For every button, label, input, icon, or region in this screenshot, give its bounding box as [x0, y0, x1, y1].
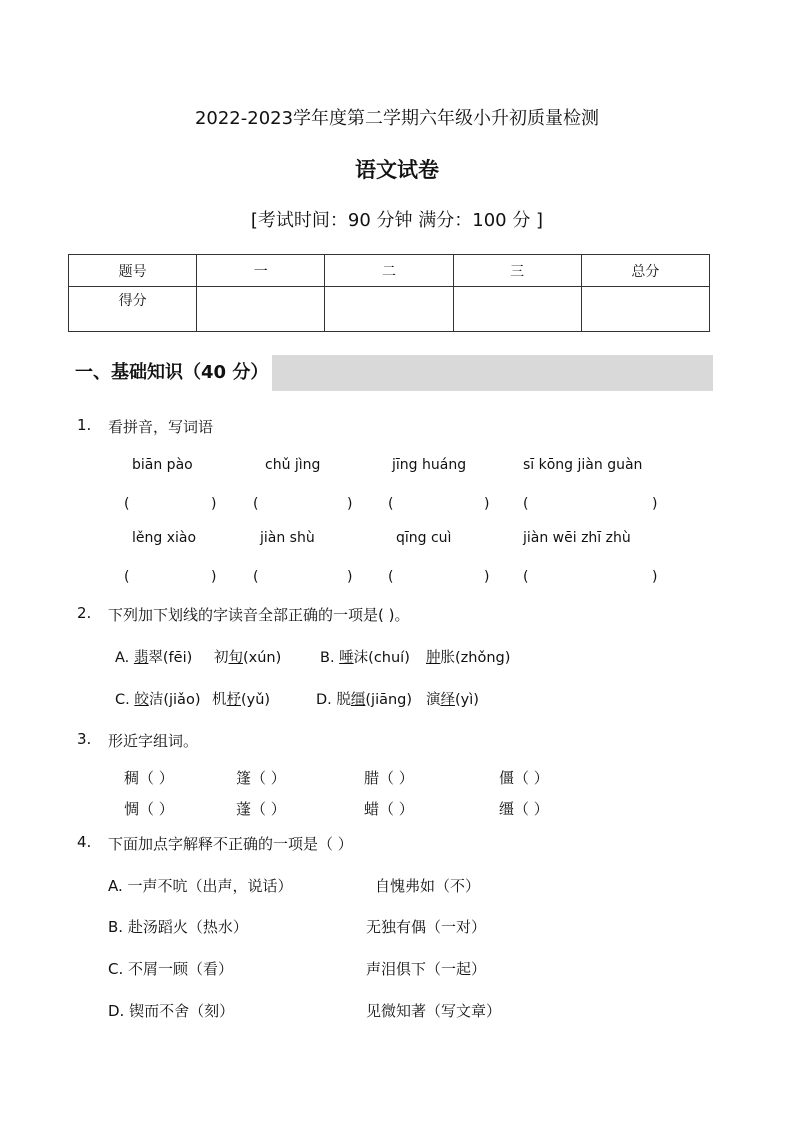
- choice-d-word2: 演绎(yì): [426, 692, 479, 708]
- pinyin: jīng huáng: [392, 457, 467, 473]
- answer-paren-close: ): [211, 569, 217, 585]
- choice-label: D.: [316, 692, 332, 708]
- score-cell[interactable]: [197, 287, 325, 332]
- section-heading: [75, 355, 272, 391]
- question-text: 形近字组词。: [108, 732, 199, 750]
- word-blank[interactable]: 篷（ ）: [236, 769, 286, 787]
- underlined-char: 旬: [228, 650, 243, 666]
- choice-b-word2: 肿胀(zhǒng): [426, 650, 511, 666]
- question-number: 1.: [77, 416, 92, 434]
- answer-paren-close: ): [652, 496, 658, 512]
- choice-d[interactable]: D. 脱缰(jiāng): [316, 692, 413, 708]
- score-table: [68, 254, 710, 332]
- answer-paren-close: ): [347, 496, 353, 512]
- underlined-char: 皎: [134, 692, 149, 708]
- score-table-score-row: [69, 287, 710, 332]
- choice-a-word2: 初旬(xún): [214, 650, 282, 666]
- choice-c[interactable]: C. 不屑一顾（看）: [108, 960, 234, 978]
- choice-a-right: 自愧弗如（不）: [375, 877, 481, 895]
- answer-paren-open: (: [253, 496, 259, 512]
- word-blank[interactable]: 蓬（ ）: [236, 800, 286, 818]
- score-table-header: 题号: [69, 255, 197, 287]
- word-blank[interactable]: 僵（ ）: [499, 769, 549, 787]
- question-text: 下面加点字解释不正确的一项是（ ）: [108, 835, 353, 853]
- choice-c-right: 声泪俱下（一起）: [366, 960, 487, 978]
- score-table-header: 一: [197, 255, 325, 287]
- word-blank[interactable]: 蜡（ ）: [364, 800, 414, 818]
- underlined-char: 翡: [133, 650, 149, 666]
- score-table-header: 二: [325, 255, 453, 287]
- page-title: 2022-2023学年度第二学期六年级小升初质量检测: [194, 108, 600, 129]
- choice-a[interactable]: A. 翡翠(fēi): [115, 650, 193, 666]
- question-text: 看拼音，写词语: [108, 418, 214, 436]
- answer-paren-close: ): [347, 569, 353, 585]
- choice-c-word2: 机杼(yǔ): [212, 692, 271, 708]
- score-cell[interactable]: [453, 287, 581, 332]
- question-number: 3.: [77, 730, 92, 748]
- word-blank[interactable]: 惆（ ）: [124, 800, 174, 818]
- answer-paren-open: (: [124, 496, 130, 512]
- pinyin: biān pào: [132, 457, 193, 473]
- choice-label: C.: [115, 692, 130, 708]
- score-table-header-row: [69, 255, 710, 287]
- word-blank[interactable]: 稠（ ）: [124, 769, 174, 787]
- score-cell[interactable]: [581, 287, 709, 332]
- answer-paren-open: (: [523, 496, 529, 512]
- answer-paren-close: ): [211, 496, 217, 512]
- underlined-char: 唾: [339, 650, 354, 666]
- answer-paren-open: (: [124, 569, 130, 585]
- word-blank[interactable]: 缰（ ）: [499, 800, 549, 818]
- underlined-char: 缰: [350, 692, 366, 708]
- choice-b[interactable]: B. 赴汤蹈火（热水）: [108, 918, 248, 936]
- choice-d[interactable]: D. 锲而不舍（刻）: [108, 1002, 235, 1020]
- answer-paren-close: ): [484, 569, 490, 585]
- choice-b-right: 无独有偶（一对）: [366, 918, 487, 936]
- section-heading-text: 一、基础知识（40 分）: [75, 362, 269, 383]
- pinyin: chǔ jìng: [265, 457, 321, 473]
- answer-paren-open: (: [523, 569, 529, 585]
- underlined-char: 肿: [426, 650, 441, 666]
- pinyin: lěng xiào: [132, 530, 197, 546]
- answer-paren-open: (: [388, 496, 394, 512]
- question-number: 4.: [77, 833, 92, 851]
- exam-info: [考试时间：90 分钟 满分：100 分 ]: [250, 210, 544, 231]
- answer-paren-close: ): [652, 569, 658, 585]
- paper-subtitle: 语文试卷: [355, 158, 439, 182]
- underlined-char: 绎: [440, 692, 455, 708]
- word-blank[interactable]: 腊（ ）: [364, 769, 414, 787]
- underlined-char: 杼: [226, 692, 241, 708]
- pinyin: jiàn wēi zhī zhù: [523, 530, 631, 546]
- answer-paren-open: (: [253, 569, 259, 585]
- pinyin: jiàn shù: [260, 530, 315, 546]
- pinyin: sī kōng jiàn guàn: [523, 457, 643, 473]
- choice-c[interactable]: C. 皎洁(jiǎo): [115, 692, 201, 708]
- question-number: 2.: [77, 604, 92, 622]
- question-text: 下列加下划线的字读音全部正确的一项是( )。: [108, 606, 410, 624]
- score-table-header: 总分: [581, 255, 709, 287]
- answer-paren-close: ): [484, 496, 490, 512]
- choice-d-right: 见微知著（写文章）: [366, 1002, 502, 1020]
- pinyin: qīng cuì: [396, 530, 452, 546]
- choice-a[interactable]: A. 一声不吭（出声，说话）: [108, 877, 293, 895]
- score-table-header: 三: [453, 255, 581, 287]
- answer-paren-open: (: [388, 569, 394, 585]
- score-row-label: 得分: [69, 287, 197, 332]
- choice-label: B.: [320, 650, 335, 666]
- choice-label: A.: [115, 650, 130, 666]
- score-cell[interactable]: [325, 287, 453, 332]
- choice-b[interactable]: B. 唾沫(chuí): [320, 650, 410, 666]
